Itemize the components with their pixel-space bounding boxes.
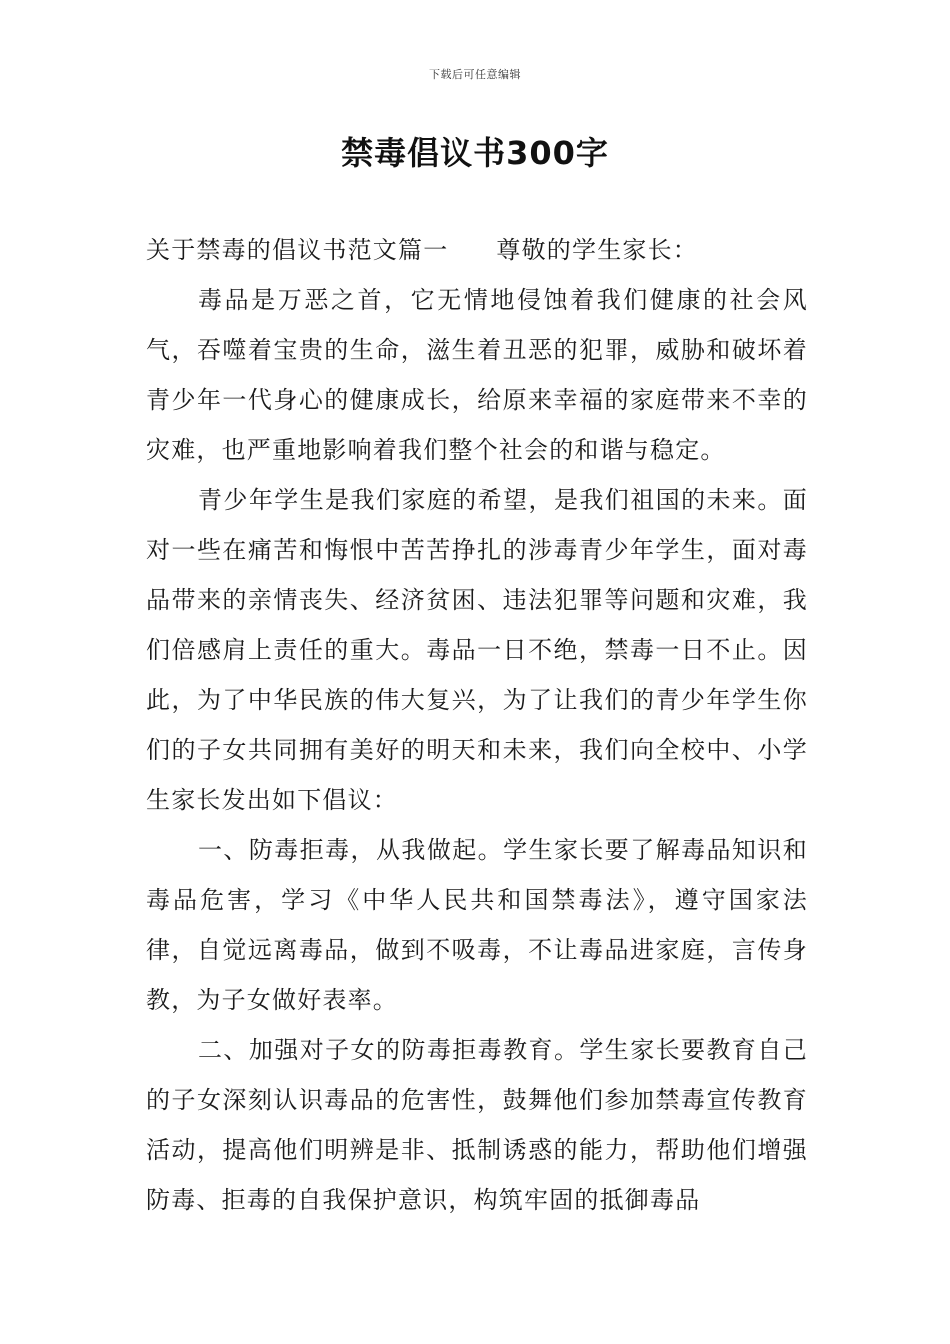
document-body	[146, 225, 808, 1225]
paragraph-1: 毒品是万恶之首，它无情地侵蚀着我们健康的社会风气，吞噬着宝贵的生命，滋生着丑恶的犯罪，威胁和破坏着青少年一代身心的健康成长，给原来幸福的家庭带来不幸的灾难，也严重地影响着我们整个社会的和谐与稳定。	[146, 286, 808, 464]
paragraph-2: 青少年学生是我们家庭的希望，是我们祖国的未来。面对一些在痛苦和悔恨中苦苦挣扎的涉毒青少年学生，面对毒品带来的亲情丧失、经济贫困、违法犯罪等问题和灾难，我们倍感肩上责任的重大。毒品一日不绝，禁毒一日不止。因此，为了中华民族的伟大复兴，为了让我们的青少年学生你们的子女共同拥有美好的明天和未来，我们向全校中、小学生家长发出如下倡议：	[146, 486, 808, 814]
paragraph-3: 一、防毒拒毒，从我做起。学生家长要了解毒品知识和毒品危害，学习《中华人民共和国禁毒法》，遵守国家法律，自觉远离毒品，做到不吸毒，不让毒品进家庭，言传身教，为子女做好表率。	[146, 836, 808, 1014]
salutation: 尊敬的学生家长：	[496, 236, 699, 264]
page-title: 禁毒倡议书300字	[341, 134, 609, 172]
header-note: 下载后可任意编辑	[429, 68, 521, 81]
paragraph-4: 二、加强对子女的防毒拒毒教育。学生家长要教育自己的子女深刻认识毒品的危害性，鼓舞他们参加禁毒宣传教育活动，提高他们明辨是非、抵制诱惑的能力，帮助他们增强防毒、拒毒的自我保护意识，构筑牢固的抵御毒品	[146, 1036, 808, 1214]
intro-line	[146, 225, 808, 275]
intro-lead: 关于禁毒的倡议书范文篇一	[146, 236, 449, 264]
